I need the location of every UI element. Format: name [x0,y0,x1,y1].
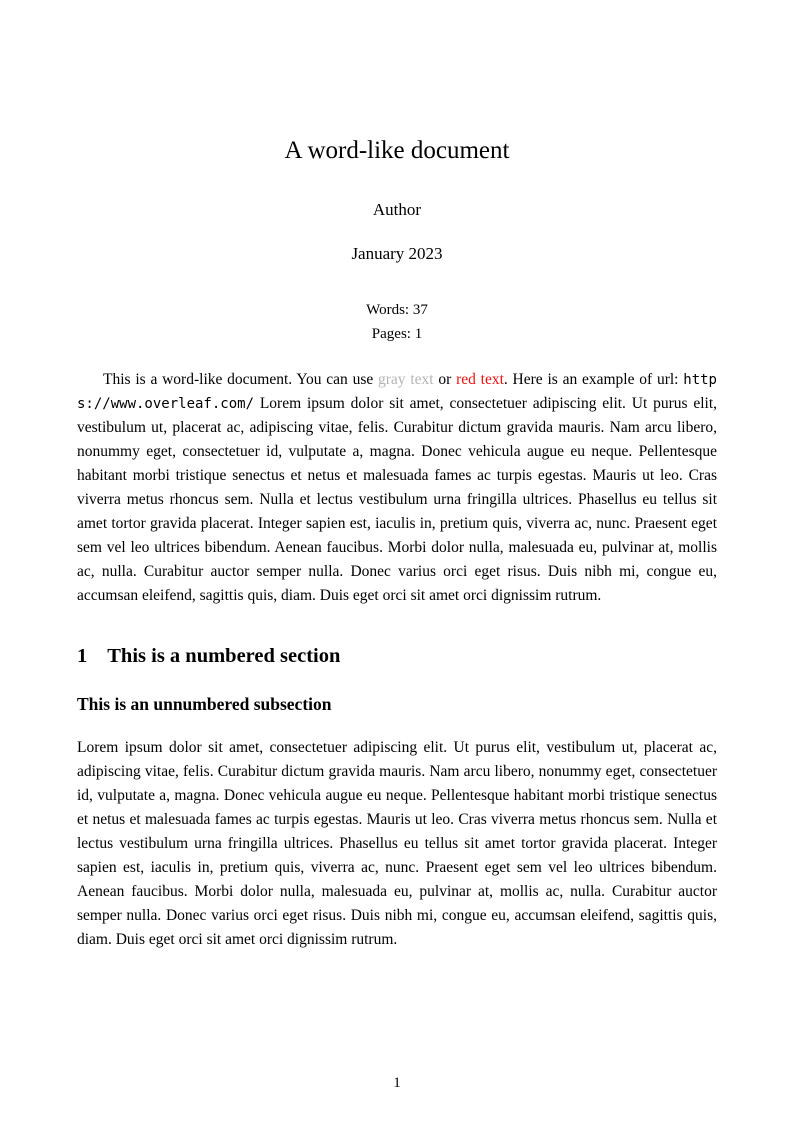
intro-text-segment: . Here is an example of url: [503,371,684,388]
gray-text-sample: gray text [378,371,434,388]
page-count: Pages: 1 [371,326,423,342]
intro-text-segment: or [433,371,457,388]
subsection-heading: This is an unnumbered subsection [77,693,332,714]
red-text-sample: red text [456,371,504,388]
intro-text-segment: This is a word-like document. You can use [103,371,379,388]
section-heading [77,646,717,668]
section-number: 1 [77,645,88,667]
intro-paragraph [77,368,717,608]
document-title: A word-like document [284,137,510,164]
document-author: Author [372,200,422,219]
overleaf-url-link[interactable]: https://www.overleaf.com/ [77,372,717,412]
document-date: January 2023 [351,244,443,263]
lorem-text-segment: Lorem ipsum dolor sit amet, consectetuer adipiscing elit. Ut purus elit, vestibulum ut, placerat ac, adipiscing vitae, felis. Curabitur dictum gravida mauris. Nam arcu libero, nonummy eget, consectetuer id, vulputate a, magna. Donec vehicula augue eu neque. Pellentesque habitant morbi tristique senectus et netus et malesuada fames ac turpis egestas. Mauris ut leo. Cras viverra metus rhoncus sem. Nulla et lectus vestibulum urna fringilla ultrices. Phasellus eu tellus sit amet tortor gravida placerat. Integer sapien est, iaculis in, pretium quis, viverra ac, nunc. Praesent eget sem vel leo ultrices bibendum. Aenean faucibus. Morbi dolor nulla, malesuada eu, pulvinar at, mollis ac, nulla. Curabitur auctor semper nulla. Donec varius orci eget risus. Duis nibh mi, congue eu, accumsan eleifend, sagittis quis, diam. Duis eget orci sit amet orci dignissim rutrum. [77,395,717,604]
body-paragraph: Lorem ipsum dolor sit amet, consectetuer adipiscing elit. Ut purus elit, vestibulum ut, placerat ac, adipiscing vitae, felis. Curabitur dictum gravida mauris. Nam arcu libero, nonummy eget, consectetuer id, vulputate a, magna. Donec vehicula augue eu neque. Pellentesque habitant morbi tristique senectus et netus et malesuada fames ac turpis egestas. Mauris ut leo. Cras viverra metus rhoncus sem. Nulla et lectus vestibulum urna fringilla ultrices. Phasellus eu tellus sit amet tortor gravida placerat. Integer sapien est, iaculis in, pretium quis, viverra ac, nunc. Praesent eget sem vel leo ultrices bibendum. Aenean faucibus. Morbi dolor nulla, malesuada eu, pulvinar at, mollis ac, nulla. Curabitur auctor semper nulla. Donec varius orci eget risus. Duis nibh mi, congue eu, accumsan eleifend, sagittis quis, diam. Duis eget orci sit amet orci dignissim rutrum. [77,738,717,948]
page-number-footer: 1 [393,1075,401,1091]
section-title: This is a numbered section [107,645,341,667]
word-count: Words: 37 [366,302,428,318]
